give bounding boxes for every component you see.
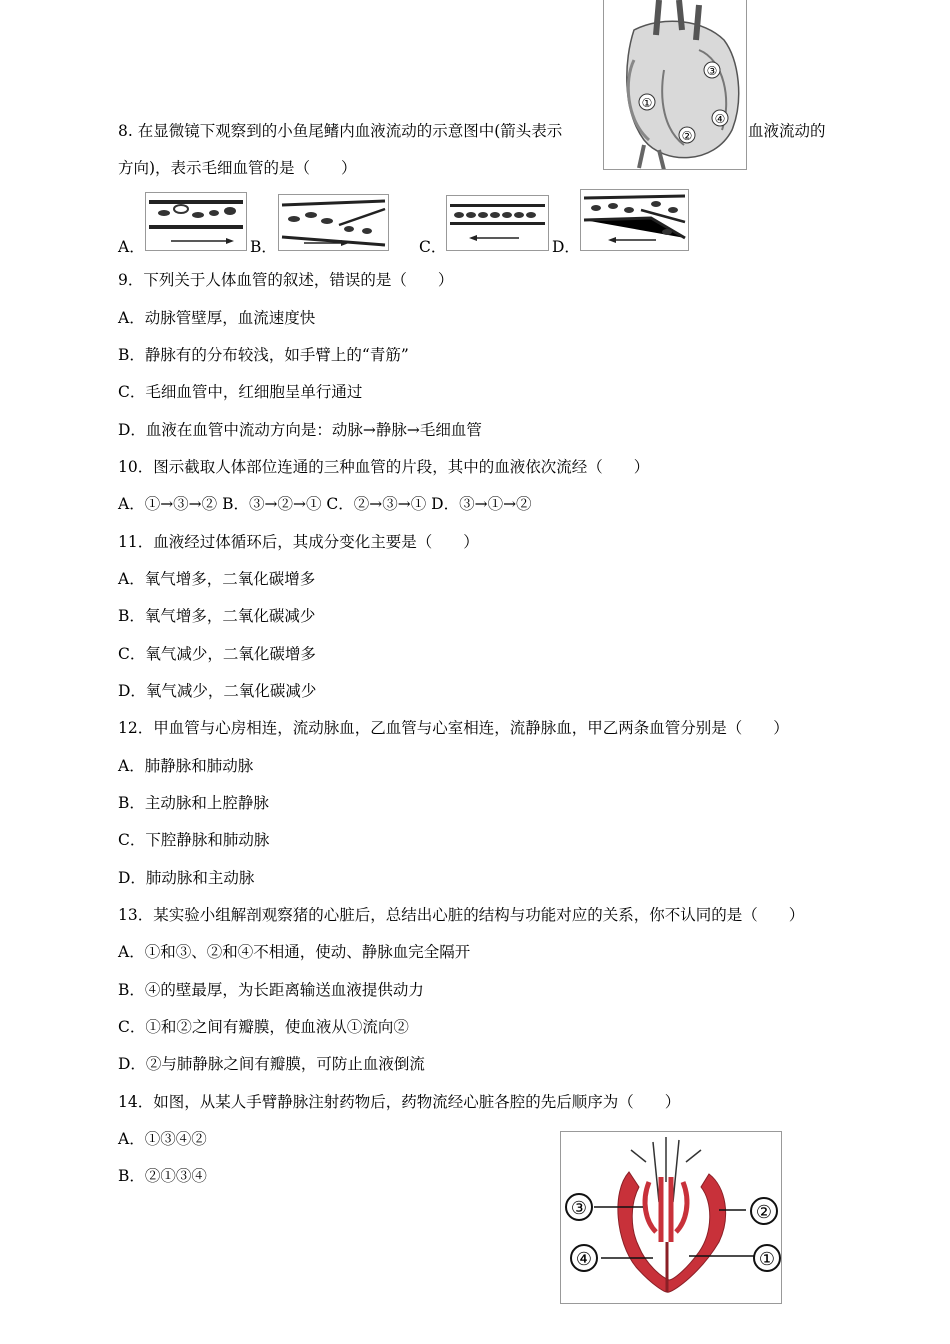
q8-option-d-figure xyxy=(580,189,689,251)
q9-option-d: D．血液在血管中流动方向是：动脉→静脉→毛细血管 xyxy=(118,421,482,439)
q8-option-c-figure xyxy=(446,195,549,251)
q8-stem-line1a: 8. 在显微镜下观察到的小鱼尾鳍内血液流动的示意图中(箭头表示 xyxy=(118,122,563,140)
heart-bottom-label-2: ② xyxy=(755,1202,773,1223)
q10-options: A．①→③→② B．③→②→① C．②→③→① D．③→①→② xyxy=(118,495,532,513)
q11-option-b: B．氧气增多，二氧化碳减少 xyxy=(118,607,316,625)
q9-option-a: A．动脉管壁厚，血流速度快 xyxy=(118,309,316,327)
q9-option-b: B．静脉有的分布较浅，如手臂上的“青筋” xyxy=(118,346,409,364)
q13-option-d: D．②与肺静脉之间有瓣膜，可防止血液倒流 xyxy=(118,1055,425,1073)
q8-stem-line1b: 血液流动的 xyxy=(748,122,826,140)
q14-option-a: A．①③④② xyxy=(118,1130,207,1148)
q8-stem-line2: 方向)，表示毛细血管的是（ ） xyxy=(118,159,357,177)
q8-option-c-label: C． xyxy=(419,238,447,256)
heart-top-label-1: ① xyxy=(641,96,653,110)
heart-bottom-label-4: ④ xyxy=(575,1249,593,1270)
q10-stem: 10．图示截取人体部位连通的三种血管的片段，其中的血液依次流经（ ） xyxy=(118,458,650,476)
heart-bottom-label-3: ③ xyxy=(570,1198,588,1219)
heart-diagram-top xyxy=(603,0,747,170)
q8-option-b-label: B． xyxy=(250,238,277,256)
heart-top-label-2: ② xyxy=(681,129,693,143)
q8-option-a-figure xyxy=(145,192,247,251)
q12-option-d: D．肺动脉和主动脉 xyxy=(118,869,255,887)
q13-option-a: A．①和③、②和④不相通，使动、静脉血完全隔开 xyxy=(118,943,471,961)
q12-stem: 12．甲血管与心房相连，流动脉血，乙血管与心室相连，流静脉血，甲乙两条血管分别是（ ） xyxy=(118,719,789,737)
q12-option-c: C．下腔静脉和肺动脉 xyxy=(118,831,270,849)
q14-stem: 14．如图，从某人手臂静脉注射药物后，药物流经心脏各腔的先后顺序为（ ） xyxy=(118,1093,681,1111)
heart-top-label-4: ④ xyxy=(714,112,726,126)
q13-option-b: B．④的壁最厚，为长距离输送血液提供动力 xyxy=(118,981,424,999)
q8-option-d-label: D． xyxy=(552,238,580,256)
heart-top-label-3: ③ xyxy=(706,64,718,78)
q11-option-a: A．氧气增多，二氧化碳增多 xyxy=(118,570,316,588)
heart-diagram-bottom xyxy=(560,1131,782,1304)
q11-stem: 11．血液经过体循环后，其成分变化主要是（ ） xyxy=(118,533,479,551)
q13-stem: 13．某实验小组解剖观察猪的心脏后，总结出心脏的结构与功能对应的关系，你不认同的是（ ） xyxy=(118,906,805,924)
q13-option-c: C．①和②之间有瓣膜，使血液从①流向② xyxy=(118,1018,409,1036)
q11-option-d: D．氧气减少，二氧化碳减少 xyxy=(118,682,317,700)
q14-option-b: B．②①③④ xyxy=(118,1167,207,1185)
q9-option-c: C．毛细血管中，红细胞呈单行通过 xyxy=(118,383,363,401)
q8-option-a-label: A． xyxy=(118,238,145,256)
q8-option-b-figure xyxy=(278,194,389,251)
heart-bottom-label-1: ① xyxy=(758,1249,776,1270)
q11-option-c: C．氧气减少，二氧化碳增多 xyxy=(118,645,316,663)
q12-option-a: A．肺静脉和肺动脉 xyxy=(118,757,254,775)
q9-stem: 9．下列关于人体血管的叙述，错误的是（ ） xyxy=(118,271,454,289)
q12-option-b: B．主动脉和上腔静脉 xyxy=(118,794,269,812)
